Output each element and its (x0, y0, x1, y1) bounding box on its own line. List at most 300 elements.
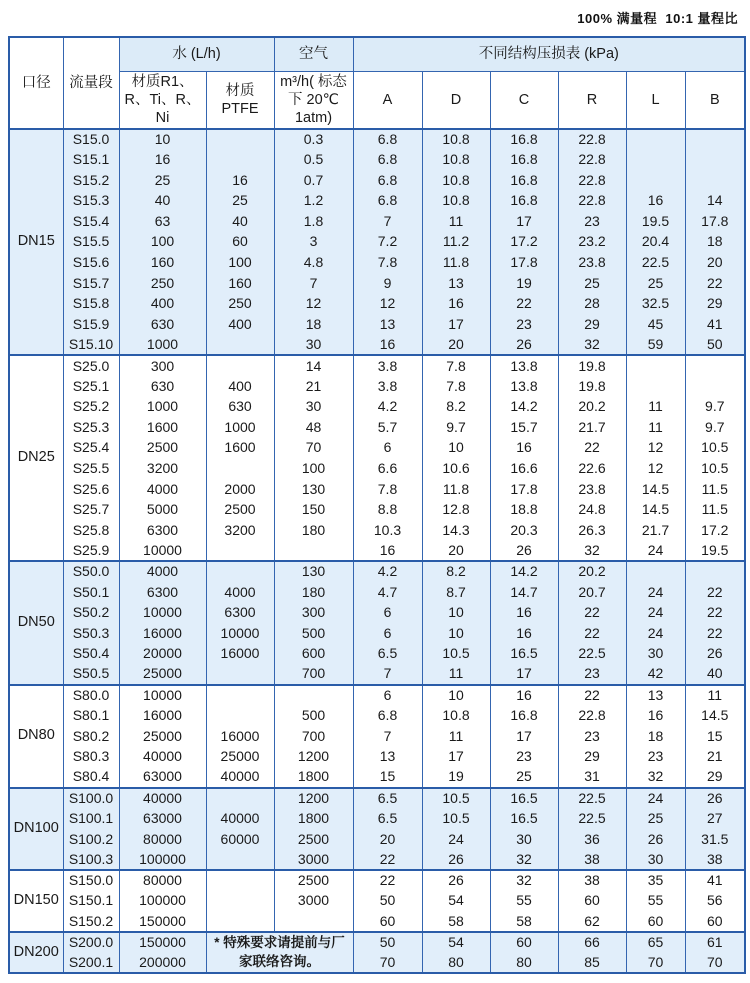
pressure-d-cell: 8.7 (422, 582, 490, 603)
table-row (9, 500, 745, 521)
table-row (9, 438, 745, 459)
pressure-b-cell: 22 (685, 273, 745, 294)
table-row (9, 376, 745, 397)
pressure-b-cell (685, 561, 745, 582)
water-ptfe-cell: 16000 (206, 726, 274, 747)
header-air: 空气 (274, 37, 353, 71)
pressure-c-cell: 60 (490, 932, 558, 953)
header-diameter: 口径 (9, 37, 63, 129)
flow-segment-cell: S25.8 (63, 520, 119, 541)
pressure-d-cell: 14.3 (422, 520, 490, 541)
pressure-c-cell: 17 (490, 664, 558, 685)
flow-segment-cell: S25.3 (63, 417, 119, 438)
water-metal-cell: 150000 (119, 911, 206, 932)
pressure-d-cell: 17 (422, 747, 490, 768)
full-scale-ratio-note: 100% 满量程 10:1 量程比 (577, 11, 738, 26)
pressure-r-cell: 22.8 (558, 706, 626, 727)
pressure-b-cell: 29 (685, 767, 745, 788)
pressure-b-cell: 19.5 (685, 541, 745, 562)
pressure-l-cell: 16 (626, 191, 685, 212)
pressure-b-cell: 14 (685, 191, 745, 212)
flow-segment-cell: S15.9 (63, 314, 119, 335)
pressure-c-cell: 13.8 (490, 376, 558, 397)
pressure-a-cell: 7.8 (353, 479, 422, 500)
pressure-c-cell: 17.2 (490, 232, 558, 253)
pressure-a-cell: 16 (353, 541, 422, 562)
water-ptfe-cell: 16000 (206, 644, 274, 665)
water-ptfe-cell (206, 664, 274, 685)
table-row (9, 355, 745, 376)
pressure-a-cell: 50 (353, 891, 422, 912)
pressure-d-cell: 11.8 (422, 252, 490, 273)
pressure-l-cell (626, 561, 685, 582)
pressure-c-cell: 16 (490, 623, 558, 644)
pressure-c-cell: 16 (490, 603, 558, 624)
air-cell: 180 (274, 582, 353, 603)
pressure-r-cell: 22 (558, 603, 626, 624)
pressure-b-cell: 20 (685, 252, 745, 273)
table-row (9, 520, 745, 541)
pressure-r-cell: 20.2 (558, 561, 626, 582)
table-row (9, 767, 745, 788)
air-cell: 12 (274, 294, 353, 315)
pressure-a-cell: 7.2 (353, 232, 422, 253)
table-row (9, 870, 745, 891)
header-water-ptfe: 材质 PTFE (206, 71, 274, 129)
air-cell: 2500 (274, 829, 353, 850)
pressure-l-cell: 19.5 (626, 211, 685, 232)
flow-segment-cell: S100.0 (63, 788, 119, 809)
table-row (9, 911, 745, 932)
pressure-c-cell: 23 (490, 314, 558, 335)
water-ptfe-cell: 40 (206, 211, 274, 232)
flow-spec-table (8, 36, 746, 974)
air-cell: 600 (274, 644, 353, 665)
pressure-c-cell: 16.5 (490, 808, 558, 829)
pressure-b-cell: 17.8 (685, 211, 745, 232)
air-cell: 0.5 (274, 149, 353, 170)
water-metal-cell: 400 (119, 294, 206, 315)
pressure-a-cell: 70 (353, 953, 422, 974)
flow-segment-cell: S15.1 (63, 149, 119, 170)
table-row (9, 149, 745, 170)
table-row (9, 273, 745, 294)
pressure-c-cell: 14.7 (490, 582, 558, 603)
air-cell: 500 (274, 623, 353, 644)
water-ptfe-cell (206, 355, 274, 376)
pressure-a-cell: 4.7 (353, 582, 422, 603)
water-ptfe-cell: 2500 (206, 500, 274, 521)
pressure-a-cell: 6.8 (353, 191, 422, 212)
water-ptfe-cell (206, 541, 274, 562)
pressure-d-cell: 10.8 (422, 149, 490, 170)
flow-segment-cell: S25.4 (63, 438, 119, 459)
pressure-d-cell: 26 (422, 870, 490, 891)
air-cell: 0.7 (274, 170, 353, 191)
water-metal-cell: 20000 (119, 644, 206, 665)
pressure-b-cell: 10.5 (685, 458, 745, 479)
pressure-d-cell: 8.2 (422, 397, 490, 418)
pressure-r-cell: 22.8 (558, 149, 626, 170)
pressure-d-cell: 10.6 (422, 458, 490, 479)
water-ptfe-cell (206, 911, 274, 932)
water-ptfe-cell: 400 (206, 376, 274, 397)
air-cell: 700 (274, 726, 353, 747)
pressure-c-cell: 32 (490, 850, 558, 871)
flow-segment-cell: S200.1 (63, 953, 119, 974)
air-cell: 1800 (274, 808, 353, 829)
pressure-d-cell: 19 (422, 767, 490, 788)
air-cell: 21 (274, 376, 353, 397)
pressure-c-cell: 16.5 (490, 644, 558, 665)
pressure-l-cell: 55 (626, 891, 685, 912)
flow-segment-cell: S80.3 (63, 747, 119, 768)
pressure-l-cell: 16 (626, 706, 685, 727)
flow-segment-cell: S25.5 (63, 458, 119, 479)
table-row (9, 191, 745, 212)
pressure-l-cell: 26 (626, 829, 685, 850)
flow-segment-cell: S150.2 (63, 911, 119, 932)
flow-segment-cell: S15.6 (63, 252, 119, 273)
pressure-b-cell: 27 (685, 808, 745, 829)
table-row (9, 850, 745, 871)
water-metal-cell: 1600 (119, 417, 206, 438)
pressure-c-cell: 17.8 (490, 252, 558, 273)
water-ptfe-cell (206, 561, 274, 582)
pressure-d-cell: 7.8 (422, 355, 490, 376)
diameter-cell: DN100 (9, 788, 63, 870)
pressure-c-cell: 22 (490, 294, 558, 315)
pressure-l-cell: 42 (626, 664, 685, 685)
air-cell: 100 (274, 458, 353, 479)
pressure-r-cell: 38 (558, 870, 626, 891)
header-col-D: D (422, 71, 490, 129)
pressure-a-cell: 20 (353, 829, 422, 850)
water-ptfe-cell: 100 (206, 252, 274, 273)
water-ptfe-cell: 6300 (206, 603, 274, 624)
pressure-r-cell: 85 (558, 953, 626, 974)
table-row (9, 747, 745, 768)
pressure-b-cell: 40 (685, 664, 745, 685)
pressure-a-cell: 6.8 (353, 170, 422, 191)
air-cell (274, 685, 353, 706)
diameter-cell: DN80 (9, 685, 63, 788)
pressure-d-cell: 8.2 (422, 561, 490, 582)
pressure-a-cell: 6.5 (353, 788, 422, 809)
diameter-cell: DN25 (9, 355, 63, 561)
water-metal-cell: 25 (119, 170, 206, 191)
flow-segment-cell: S25.1 (63, 376, 119, 397)
air-cell: 1200 (274, 747, 353, 768)
pressure-l-cell: 24 (626, 582, 685, 603)
water-ptfe-cell (206, 850, 274, 871)
pressure-c-cell: 13.8 (490, 355, 558, 376)
pressure-c-cell: 16.8 (490, 706, 558, 727)
pressure-r-cell: 22.8 (558, 129, 626, 150)
water-metal-cell: 150000 (119, 932, 206, 953)
water-ptfe-cell: 250 (206, 294, 274, 315)
pressure-b-cell: 22 (685, 623, 745, 644)
pressure-d-cell: 9.7 (422, 417, 490, 438)
pressure-c-cell: 30 (490, 829, 558, 850)
pressure-l-cell: 11 (626, 417, 685, 438)
pressure-b-cell: 60 (685, 911, 745, 932)
pressure-d-cell: 12.8 (422, 500, 490, 521)
pressure-c-cell: 16.6 (490, 458, 558, 479)
table-row (9, 252, 745, 273)
pressure-l-cell (626, 376, 685, 397)
pressure-c-cell: 58 (490, 911, 558, 932)
pressure-l-cell: 22.5 (626, 252, 685, 273)
air-cell: 300 (274, 603, 353, 624)
water-metal-cell: 25000 (119, 664, 206, 685)
flow-segment-cell: S50.1 (63, 582, 119, 603)
pressure-d-cell: 58 (422, 911, 490, 932)
pressure-b-cell: 11.5 (685, 500, 745, 521)
water-metal-cell: 40000 (119, 788, 206, 809)
table-row (9, 891, 745, 912)
pressure-b-cell: 31.5 (685, 829, 745, 850)
water-metal-cell: 63000 (119, 808, 206, 829)
pressure-l-cell: 70 (626, 953, 685, 974)
pressure-b-cell: 9.7 (685, 417, 745, 438)
pressure-b-cell: 29 (685, 294, 745, 315)
table-row (9, 788, 745, 809)
table-row (9, 479, 745, 500)
pressure-c-cell: 16.8 (490, 149, 558, 170)
flow-segment-cell: S50.2 (63, 603, 119, 624)
pressure-d-cell: 10.8 (422, 191, 490, 212)
pressure-c-cell: 26 (490, 541, 558, 562)
pressure-b-cell: 17.2 (685, 520, 745, 541)
pressure-r-cell: 21.7 (558, 417, 626, 438)
water-ptfe-cell (206, 149, 274, 170)
table-row (9, 664, 745, 685)
pressure-a-cell: 7 (353, 211, 422, 232)
pressure-r-cell: 32 (558, 541, 626, 562)
pressure-d-cell: 11.8 (422, 479, 490, 500)
pressure-l-cell: 32 (626, 767, 685, 788)
flow-segment-cell: S150.0 (63, 870, 119, 891)
pressure-l-cell (626, 170, 685, 191)
pressure-c-cell: 16 (490, 685, 558, 706)
water-ptfe-cell: 400 (206, 314, 274, 335)
pressure-c-cell: 20.3 (490, 520, 558, 541)
water-ptfe-cell: 40000 (206, 808, 274, 829)
flow-segment-cell: S80.1 (63, 706, 119, 727)
table-row (9, 541, 745, 562)
pressure-r-cell: 23.8 (558, 479, 626, 500)
pressure-d-cell: 20 (422, 541, 490, 562)
table-row (9, 685, 745, 706)
pressure-r-cell: 28 (558, 294, 626, 315)
pressure-r-cell: 31 (558, 767, 626, 788)
pressure-l-cell: 30 (626, 850, 685, 871)
pressure-l-cell: 11 (626, 397, 685, 418)
air-cell: 1200 (274, 788, 353, 809)
table-row (9, 417, 745, 438)
pressure-d-cell: 20 (422, 335, 490, 356)
diameter-cell: DN150 (9, 870, 63, 932)
pressure-b-cell: 9.7 (685, 397, 745, 418)
water-ptfe-cell (206, 870, 274, 891)
pressure-a-cell: 7.8 (353, 252, 422, 273)
water-metal-cell: 3200 (119, 458, 206, 479)
water-metal-cell: 630 (119, 314, 206, 335)
pressure-r-cell: 29 (558, 314, 626, 335)
pressure-c-cell: 16 (490, 438, 558, 459)
pressure-r-cell: 23 (558, 211, 626, 232)
air-cell: 180 (274, 520, 353, 541)
air-cell: 30 (274, 335, 353, 356)
pressure-r-cell: 19.8 (558, 376, 626, 397)
pressure-d-cell: 10 (422, 603, 490, 624)
pressure-l-cell: 25 (626, 273, 685, 294)
pressure-a-cell: 60 (353, 911, 422, 932)
table-row (9, 170, 745, 191)
flow-segment-cell: S15.2 (63, 170, 119, 191)
pressure-b-cell: 26 (685, 788, 745, 809)
pressure-l-cell: 14.5 (626, 500, 685, 521)
pressure-r-cell: 22 (558, 685, 626, 706)
pressure-a-cell: 4.2 (353, 397, 422, 418)
pressure-b-cell (685, 376, 745, 397)
pressure-d-cell: 10.8 (422, 129, 490, 150)
water-metal-cell: 200000 (119, 953, 206, 974)
pressure-a-cell: 6.5 (353, 808, 422, 829)
water-ptfe-cell (206, 706, 274, 727)
pressure-c-cell: 16.8 (490, 170, 558, 191)
water-ptfe-cell: 10000 (206, 623, 274, 644)
flow-segment-cell: S150.1 (63, 891, 119, 912)
pressure-r-cell: 36 (558, 829, 626, 850)
water-metal-cell: 1000 (119, 335, 206, 356)
pressure-l-cell: 59 (626, 335, 685, 356)
pressure-c-cell: 17 (490, 726, 558, 747)
flow-segment-cell: S100.2 (63, 829, 119, 850)
pressure-a-cell: 3.8 (353, 376, 422, 397)
pressure-b-cell: 10.5 (685, 438, 745, 459)
pressure-a-cell: 7 (353, 726, 422, 747)
flow-segment-cell: S15.4 (63, 211, 119, 232)
pressure-l-cell: 20.4 (626, 232, 685, 253)
water-ptfe-cell: 1600 (206, 438, 274, 459)
air-cell: 700 (274, 664, 353, 685)
pressure-c-cell: 14.2 (490, 397, 558, 418)
pressure-r-cell: 22.8 (558, 170, 626, 191)
pressure-b-cell: 50 (685, 335, 745, 356)
header-col-A: A (353, 71, 422, 129)
header-water-metal: 材质R1、R、Ti、R、Ni (119, 71, 206, 129)
table-row (9, 706, 745, 727)
water-ptfe-cell: 40000 (206, 767, 274, 788)
pressure-a-cell: 6.5 (353, 644, 422, 665)
header-flow-segment: 流量段 (63, 37, 119, 129)
pressure-l-cell: 32.5 (626, 294, 685, 315)
pressure-a-cell: 22 (353, 870, 422, 891)
pressure-r-cell: 32 (558, 335, 626, 356)
air-cell: 3000 (274, 891, 353, 912)
header-col-C: C (490, 71, 558, 129)
pressure-l-cell: 30 (626, 644, 685, 665)
water-ptfe-cell: 60000 (206, 829, 274, 850)
pressure-a-cell: 13 (353, 747, 422, 768)
pressure-d-cell: 10 (422, 438, 490, 459)
pressure-d-cell: 11 (422, 664, 490, 685)
pressure-b-cell: 38 (685, 850, 745, 871)
flow-segment-cell: S15.3 (63, 191, 119, 212)
water-metal-cell: 16000 (119, 706, 206, 727)
pressure-a-cell: 16 (353, 335, 422, 356)
pressure-c-cell: 17 (490, 211, 558, 232)
pressure-l-cell: 24 (626, 541, 685, 562)
pressure-c-cell: 14.2 (490, 561, 558, 582)
flow-segment-cell: S80.2 (63, 726, 119, 747)
pressure-d-cell: 10.5 (422, 808, 490, 829)
water-metal-cell: 10000 (119, 685, 206, 706)
water-metal-cell: 2500 (119, 438, 206, 459)
pressure-c-cell: 25 (490, 767, 558, 788)
air-cell: 14 (274, 355, 353, 376)
table-row (9, 603, 745, 624)
pressure-c-cell: 23 (490, 747, 558, 768)
pressure-b-cell: 22 (685, 603, 745, 624)
flow-segment-cell: S25.6 (63, 479, 119, 500)
flow-segment-cell: S15.5 (63, 232, 119, 253)
flow-segment-cell: S15.0 (63, 129, 119, 150)
water-metal-cell: 100 (119, 232, 206, 253)
pressure-b-cell (685, 355, 745, 376)
air-cell: 0.3 (274, 129, 353, 150)
pressure-d-cell: 10.5 (422, 788, 490, 809)
pressure-l-cell: 45 (626, 314, 685, 335)
air-cell: 70 (274, 438, 353, 459)
water-ptfe-cell (206, 685, 274, 706)
water-metal-cell: 6300 (119, 582, 206, 603)
air-cell: 1.8 (274, 211, 353, 232)
table-row (9, 932, 745, 953)
pressure-a-cell: 6.8 (353, 129, 422, 150)
air-cell: 1.2 (274, 191, 353, 212)
pressure-r-cell: 22.6 (558, 458, 626, 479)
pressure-b-cell (685, 129, 745, 150)
table-row (9, 623, 745, 644)
water-ptfe-cell: 1000 (206, 417, 274, 438)
water-metal-cell: 10 (119, 129, 206, 150)
air-cell: 1800 (274, 767, 353, 788)
pressure-b-cell: 21 (685, 747, 745, 768)
water-metal-cell: 40 (119, 191, 206, 212)
flow-segment-cell: S50.0 (63, 561, 119, 582)
pressure-d-cell: 24 (422, 829, 490, 850)
pressure-r-cell: 25 (558, 273, 626, 294)
flow-segment-cell: S15.10 (63, 335, 119, 356)
water-ptfe-cell (206, 129, 274, 150)
flow-segment-cell: S25.0 (63, 355, 119, 376)
pressure-d-cell: 10 (422, 623, 490, 644)
pressure-b-cell (685, 170, 745, 191)
pressure-r-cell: 66 (558, 932, 626, 953)
water-metal-cell: 630 (119, 376, 206, 397)
air-cell: 130 (274, 561, 353, 582)
pressure-c-cell: 80 (490, 953, 558, 974)
air-cell: 3000 (274, 850, 353, 871)
special-request-note: * 特殊要求请提前与厂家联络咨询。 (206, 932, 353, 973)
water-metal-cell: 10000 (119, 541, 206, 562)
pressure-r-cell: 20.7 (558, 582, 626, 603)
pressure-l-cell: 12 (626, 458, 685, 479)
pressure-d-cell: 54 (422, 932, 490, 953)
